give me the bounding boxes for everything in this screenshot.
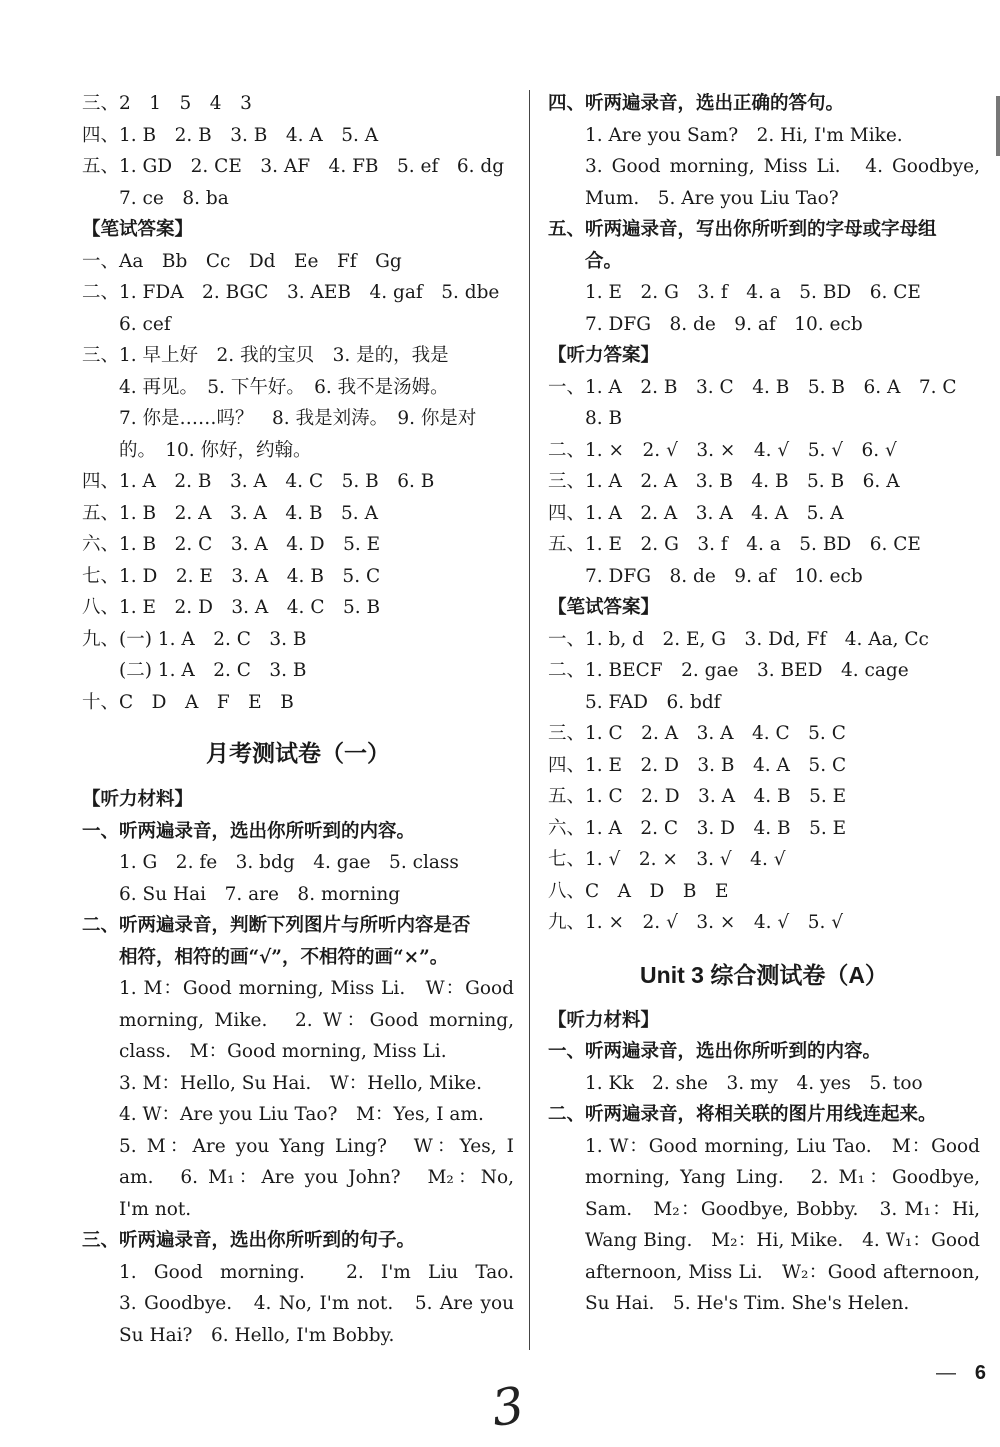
answer-line: 一、1. b, d 2. E, G 3. Dd, Ff 4. Aa, Cc <box>548 628 929 650</box>
question-instruction: 一、听两遍录音，选出你所听到的内容。 <box>548 1041 882 1062</box>
answer-line: (二) 1. A 2. C 3. B <box>119 660 307 681</box>
answer-line: 三、1. C 2. A 3. A 4. C 5. C <box>548 723 846 744</box>
left-column <box>82 88 514 1351</box>
answer-line: 8. B <box>585 408 623 429</box>
transcript-line: 4. W：Are you Liu Tao? M：Yes, I am. <box>119 1104 484 1125</box>
page-number: 6 <box>974 1362 986 1384</box>
transcript-line: morning, Mike. 2. W：Good morning, <box>119 1009 514 1031</box>
answer-line: 五、1. GD 2. CE 3. AF 4. FB 5. ef 6. dg <box>82 156 505 177</box>
answer-line: 一、Aa Bb Cc Dd Ee Ff Gg <box>82 250 402 272</box>
answer-line: 六、1. B 2. C 3. A 4. D 5. E <box>82 534 381 555</box>
answer-line: 九、1. × 2. √ 3. × 4. √ 5. √ <box>548 912 844 933</box>
transcript-line: afternoon, Miss Li. W₂：Good afternoon, <box>585 1261 980 1283</box>
answer-line: 1. E 2. G 3. f 4. a 5. BD 6. CE <box>585 282 921 303</box>
transcript-line: 1. W：Good morning, Liu Tao. M：Good <box>585 1135 980 1157</box>
monthly-test-title: 月考测试卷（一） <box>206 740 390 767</box>
answer-line: 二、1. BECF 2. gae 3. BED 4. cage <box>548 660 909 681</box>
answer-line: 6. cef <box>119 313 171 335</box>
transcript-line: Mum. 5. Are you Liu Tao? <box>585 187 839 209</box>
answer-line: 七、1. √ 2. × 3. √ 4. √ <box>548 849 786 870</box>
answer-line: 5. FAD 6. bdf <box>585 691 721 713</box>
transcript-line: class. M：Good morning, Miss Li. <box>119 1041 447 1062</box>
page-number-dash: — <box>936 1362 956 1384</box>
answer-line: 1. G 2. fe 3. bdg 4. gae 5. class <box>119 852 459 873</box>
transcript-line: Su Hai? 6. Hello, I'm Bobby. <box>119 1324 395 1346</box>
answer-line: 六、1. A 2. C 3. D 4. B 5. E <box>548 817 847 839</box>
column-divider <box>529 90 530 1350</box>
question-instruction: 相符，相符的画“√”，不相符的画“×”。 <box>119 946 449 968</box>
answer-line: 1. Kk 2. she 3. my 4. yes 5. too <box>585 1072 923 1094</box>
transcript-line: I'm not. <box>119 1198 192 1220</box>
unit-test-title: Unit 3 综合测试卷（A） <box>640 961 888 988</box>
transcript-line: 5. M：Are you Yang Ling? W：Yes, I <box>119 1135 514 1157</box>
transcript-line: 3. Good morning, Miss Li. 4. Goodbye, <box>585 156 980 177</box>
answer-line: 八、C A D B E <box>548 880 729 902</box>
listening-material-heading: 【听力材料】 <box>82 789 194 810</box>
answer-line: 6. Su Hai 7. are 8. morning <box>119 883 401 905</box>
transcript-line: 1. M：Good morning, Miss Li. W：Good <box>119 978 514 999</box>
answer-line: 五、1. E 2. G 3. f 4. a 5. BD 6. CE <box>548 534 921 555</box>
answer-line: 7. 你是……吗？ 8. 我是刘涛。 9. 你是对 <box>119 408 477 429</box>
answer-line: 的。 10. 你好，约翰。 <box>119 439 312 461</box>
answer-line: 三、1. A 2. A 3. B 4. B 5. B 6. A <box>548 471 900 492</box>
question-instruction: 二、听两遍录音，将相关联的图片用线连起来。 <box>548 1104 937 1125</box>
answer-line: 五、1. C 2. D 3. A 4. B 5. E <box>548 786 847 807</box>
question-instruction: 一、听两遍录音，选出你所听到的内容。 <box>82 820 416 842</box>
question-instruction: 四、听两遍录音，选出正确的答句。 <box>548 93 845 114</box>
answer-line: 三、2 1 5 4 3 <box>82 93 252 114</box>
transcript-line: Wang Bing. M₂：Hi, Mike. 4. W₁：Good <box>585 1230 980 1251</box>
answer-line: 二、1. FDA 2. BGC 3. AEB 4. gaf 5. dbe <box>82 282 500 303</box>
listening-answers-heading: 【听力答案】 <box>548 345 660 366</box>
transcript-line: Su Hai. 5. He's Tim. She's Helen. <box>585 1293 910 1314</box>
answer-line: 四、1. A 2. A 3. A 4. A 5. A <box>548 502 844 524</box>
answer-line: 四、1. A 2. B 3. A 4. C 5. B 6. B <box>82 471 435 492</box>
answer-line: 四、1. E 2. D 3. B 4. A 5. C <box>548 754 847 776</box>
answer-line: 二、1. × 2. √ 3. × 4. √ 5. √ 6. √ <box>548 439 897 461</box>
question-instruction: 三、听两遍录音，选出你所听到的句子。 <box>82 1230 416 1251</box>
answer-line: 九、(一) 1. A 2. C 3. B <box>82 628 307 650</box>
transcript-line: 1. Are you Sam? 2. Hi, I'm Mike. <box>585 124 903 146</box>
question-instruction: 五、听两遍录音，写出你所听到的字母或字母组 <box>548 219 937 240</box>
answer-line: 7. DFG 8. de 9. af 10. ecb <box>585 313 863 335</box>
transcript-line: 3. M：Hello, Su Hai. W：Hello, Mike. <box>119 1072 482 1094</box>
answer-line: 4. 再见。 5. 下午好。 6. 我不是汤姆。 <box>119 376 449 398</box>
right-column <box>548 88 980 1320</box>
listening-material-heading: 【听力材料】 <box>548 1009 660 1031</box>
answer-line: 七、1. D 2. E 3. A 4. B 5. C <box>82 565 381 587</box>
handwritten-mark: 3 <box>488 1376 528 1438</box>
written-answers-heading: 【笔试答案】 <box>548 597 660 618</box>
answer-line: 7. DFG 8. de 9. af 10. ecb <box>585 565 863 587</box>
transcript-line: 1. Good morning. 2. I'm Liu Tao. <box>119 1261 514 1283</box>
page-edge-mark <box>996 96 1000 156</box>
written-answers-heading: 【笔试答案】 <box>82 219 194 240</box>
transcript-line: 3. Goodbye. 4. No, I'm not. 5. Are you <box>119 1293 514 1314</box>
transcript-line: am. 6. M₁：Are you John? M₂：No, <box>119 1167 514 1188</box>
transcript-line: morning, Yang Ling. 2. M₁：Goodbye, <box>585 1167 980 1188</box>
answer-line: 五、1. B 2. A 3. A 4. B 5. A <box>82 502 378 524</box>
answer-line: 三、1. 早上好 2. 我的宝贝 3. 是的，我是 <box>82 345 449 366</box>
answer-line: 四、1. B 2. B 3. B 4. A 5. A <box>82 124 379 146</box>
transcript-line: Sam. M₂：Goodbye, Bobby. 3. M₁：Hi, <box>585 1198 980 1220</box>
question-instruction: 合。 <box>585 250 623 272</box>
answer-line: 十、C D A F E B <box>82 691 294 713</box>
answer-line: 一、1. A 2. B 3. C 4. B 5. B 6. A 7. C <box>548 376 957 398</box>
question-instruction: 二、听两遍录音，判断下列图片与所听内容是否 <box>82 915 471 936</box>
answer-line: 7. ce 8. ba <box>119 187 229 209</box>
answer-line: 八、1. E 2. D 3. A 4. C 5. B <box>82 597 381 618</box>
